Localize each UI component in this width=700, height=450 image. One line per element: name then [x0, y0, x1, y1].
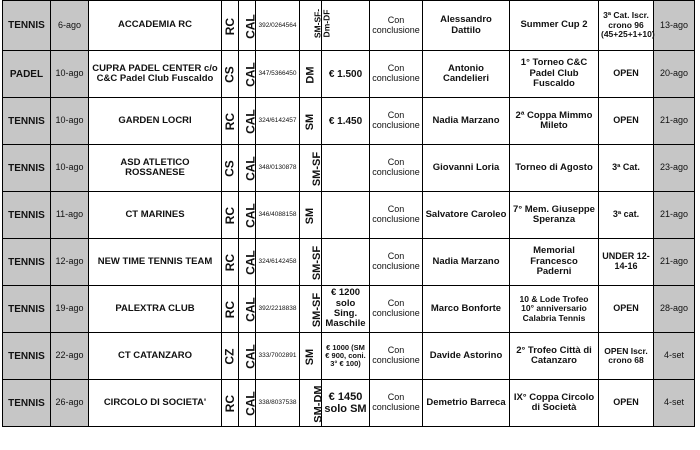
province-cell: [222, 333, 239, 380]
prize-cell: [322, 145, 370, 192]
region-cell: [239, 239, 256, 286]
mode-cell: Con conclusione: [370, 1, 423, 51]
sport-cell: TENNIS: [3, 333, 51, 380]
mode-cell: Con conclusione: [370, 145, 423, 192]
category-text: SM-DM: [312, 385, 325, 423]
table-row[interactable]: [3, 333, 695, 380]
mode-cell: Con conclusione: [370, 239, 423, 286]
judge-cell: Marco Bonforte: [423, 286, 510, 333]
category-cell: [300, 98, 322, 145]
province-cell: [222, 239, 239, 286]
club-cell: CIRCOLO DI SOCIETA': [89, 380, 222, 427]
sport-cell: TENNIS: [3, 192, 51, 239]
start-date-cell: 6-ago: [51, 1, 89, 51]
region-cell: [239, 286, 256, 333]
title-cell: IX° Coppa Circolo di Società: [510, 380, 599, 427]
end-date-cell: 13-ago: [654, 1, 695, 51]
province-text: RC: [223, 395, 238, 413]
mode-cell: Con conclusione: [370, 98, 423, 145]
region-cell: [239, 333, 256, 380]
category-cell: [300, 145, 322, 192]
region-text: CAL: [243, 391, 258, 417]
province-text: RC: [223, 17, 238, 35]
sport-cell: TENNIS: [3, 380, 51, 427]
table-row[interactable]: [3, 239, 695, 286]
category-text: SM-SF: [311, 246, 324, 281]
province-text: RC: [223, 254, 238, 272]
region-text: CAL: [243, 344, 258, 370]
end-date-cell: 23-ago: [654, 145, 695, 192]
level-cell: OPEN: [599, 380, 654, 427]
prize-cell: € 1.450: [322, 98, 370, 145]
mode-cell: Con conclusione: [370, 286, 423, 333]
region-cell: [239, 51, 256, 98]
judge-cell: Davide Astorino: [423, 333, 510, 380]
club-cell: GARDEN LOCRI: [89, 98, 222, 145]
start-date-cell: 26-ago: [51, 380, 89, 427]
judge-cell: Giovanni Loria: [423, 145, 510, 192]
region-text: CAL: [243, 156, 258, 182]
province-cell: [222, 51, 239, 98]
club-cell: ACCADEMIA RC: [89, 1, 222, 51]
sport-cell: TENNIS: [3, 98, 51, 145]
category-cell: [300, 51, 322, 98]
mode-cell: Con conclusione: [370, 333, 423, 380]
region-cell: [239, 192, 256, 239]
region-text: CAL: [243, 109, 258, 135]
province-cell: [222, 98, 239, 145]
table-row[interactable]: [3, 98, 695, 145]
mode-cell: Con conclusione: [370, 51, 423, 98]
club-cell: NEW TIME TENNIS TEAM: [89, 239, 222, 286]
start-date-cell: 10-ago: [51, 145, 89, 192]
phone-cell: 333/7002891: [256, 333, 300, 380]
phone-cell: 338/8037538: [256, 380, 300, 427]
end-date-cell: 20-ago: [654, 51, 695, 98]
category-text: SM-SF: [311, 293, 324, 328]
club-cell: ASD ATLETICO ROSSANESE: [89, 145, 222, 192]
judge-cell: Salvatore Caroleo: [423, 192, 510, 239]
level-cell: OPEN: [599, 51, 654, 98]
end-date-cell: 21-ago: [654, 192, 695, 239]
title-cell: 1° Torneo C&C Padel Club Fuscaldo: [510, 51, 599, 98]
end-date-cell: 21-ago: [654, 98, 695, 145]
province-text: RC: [223, 207, 238, 225]
level-cell: OPEN: [599, 98, 654, 145]
province-text: CZ: [222, 348, 237, 365]
title-cell: Summer Cup 2: [510, 1, 599, 51]
mode-cell: Con conclusione: [370, 380, 423, 427]
region-text: CAL: [243, 250, 258, 276]
province-text: RC: [223, 113, 238, 131]
start-date-cell: 11-ago: [51, 192, 89, 239]
start-date-cell: 22-ago: [51, 333, 89, 380]
title-cell: 10 & Lode Trofeo 10° anniversario Calabria Tennis: [510, 286, 599, 333]
phone-cell: 346/4088158: [256, 192, 300, 239]
level-cell: OPEN Iscr. crono 68: [599, 333, 654, 380]
category-text: SM-SF-Dm-DF: [312, 9, 331, 39]
judge-cell: Nadia Marzano: [423, 239, 510, 286]
end-date-cell: 28-ago: [654, 286, 695, 333]
category-text: DM: [304, 66, 317, 84]
title-cell: 7° Mem. Giuseppe Speranza: [510, 192, 599, 239]
region-text: CAL: [243, 297, 258, 323]
category-cell: [300, 192, 322, 239]
category-text: SM: [304, 208, 317, 225]
category-text: SM-SF: [311, 152, 324, 187]
mode-cell: Con conclusione: [370, 192, 423, 239]
judge-cell: Demetrio Barreca: [423, 380, 510, 427]
region-cell: [239, 98, 256, 145]
category-text: SM: [304, 349, 317, 366]
tournament-table: [2, 0, 695, 427]
prize-cell: € 1.500: [322, 51, 370, 98]
title-cell: Memorial Francesco Paderni: [510, 239, 599, 286]
province-cell: [222, 1, 239, 51]
start-date-cell: 10-ago: [51, 98, 89, 145]
prize-cell: € 1450 solo SM: [322, 380, 370, 427]
province-text: CS: [222, 66, 237, 84]
category-cell: [300, 239, 322, 286]
province-text: RC: [223, 301, 238, 319]
province-cell: [222, 192, 239, 239]
club-cell: PALEXTRA CLUB: [89, 286, 222, 333]
region-cell: [239, 1, 256, 51]
category-cell: [300, 333, 322, 380]
title-cell: 2° Trofeo Città di Catanzaro: [510, 333, 599, 380]
phone-cell: 324/6142458: [256, 239, 300, 286]
end-date-cell: 4-set: [654, 380, 695, 427]
end-date-cell: 21-ago: [654, 239, 695, 286]
table-row[interactable]: [3, 51, 695, 98]
club-cell: CT CATANZARO: [89, 333, 222, 380]
table-row[interactable]: [3, 286, 695, 333]
sport-cell: PADEL: [3, 51, 51, 98]
start-date-cell: 12-ago: [51, 239, 89, 286]
province-cell: [222, 380, 239, 427]
phone-cell: 324/6142457: [256, 98, 300, 145]
level-cell: 3ª Cat. Iscr. crono 96 (45+25+1+10): [599, 1, 654, 51]
start-date-cell: 10-ago: [51, 51, 89, 98]
phone-cell: 392/2218838: [256, 286, 300, 333]
table-body: [3, 1, 695, 427]
region-text: CAL: [243, 203, 258, 229]
category-text: SM: [304, 114, 317, 131]
club-cell: CT MARINES: [89, 192, 222, 239]
region-text: CAL: [243, 13, 258, 39]
end-date-cell: 4-set: [654, 333, 695, 380]
prize-cell: [322, 239, 370, 286]
sport-cell: TENNIS: [3, 239, 51, 286]
province-cell: [222, 145, 239, 192]
phone-cell: 348/0130878: [256, 145, 300, 192]
category-cell: [300, 380, 325, 427]
table-row[interactable]: [3, 145, 695, 192]
level-cell: OPEN: [599, 286, 654, 333]
start-date-cell: 19-ago: [51, 286, 89, 333]
phone-cell: 347/5366450: [256, 51, 300, 98]
judge-cell: Alessandro Dattilo: [423, 1, 510, 51]
level-cell: 3ª cat.: [599, 192, 654, 239]
table-row[interactable]: [3, 380, 695, 427]
sport-cell: TENNIS: [3, 145, 51, 192]
prize-cell: € 1200 solo Sing. Maschile: [322, 286, 370, 333]
level-cell: 3ª Cat.: [599, 145, 654, 192]
table-row[interactable]: [3, 1, 695, 51]
judge-cell: Nadia Marzano: [423, 98, 510, 145]
prize-cell: [322, 192, 370, 239]
region-cell: [239, 145, 256, 192]
sport-cell: TENNIS: [3, 286, 51, 333]
sport-cell: TENNIS: [3, 1, 51, 51]
judge-cell: Antonio Candelieri: [423, 51, 510, 98]
title-cell: 2ª Coppa Mimmo Mileto: [510, 98, 599, 145]
category-cell: [300, 286, 322, 333]
region-cell: [239, 380, 256, 427]
club-cell: CUPRA PADEL CENTER c/o C&C Padel Club Fuscaldo: [89, 51, 222, 98]
category-cell: [300, 1, 331, 51]
prize-cell: € 1000 (SM € 900, coni. 3° € 100): [322, 333, 370, 380]
table-row[interactable]: [3, 192, 695, 239]
title-cell: Torneo di Agosto: [510, 145, 599, 192]
level-cell: UNDER 12-14-16: [599, 239, 654, 286]
phone-cell: 392/0264564: [256, 1, 300, 51]
province-text: CS: [222, 160, 237, 178]
province-cell: [222, 286, 239, 333]
region-text: CAL: [243, 62, 258, 88]
